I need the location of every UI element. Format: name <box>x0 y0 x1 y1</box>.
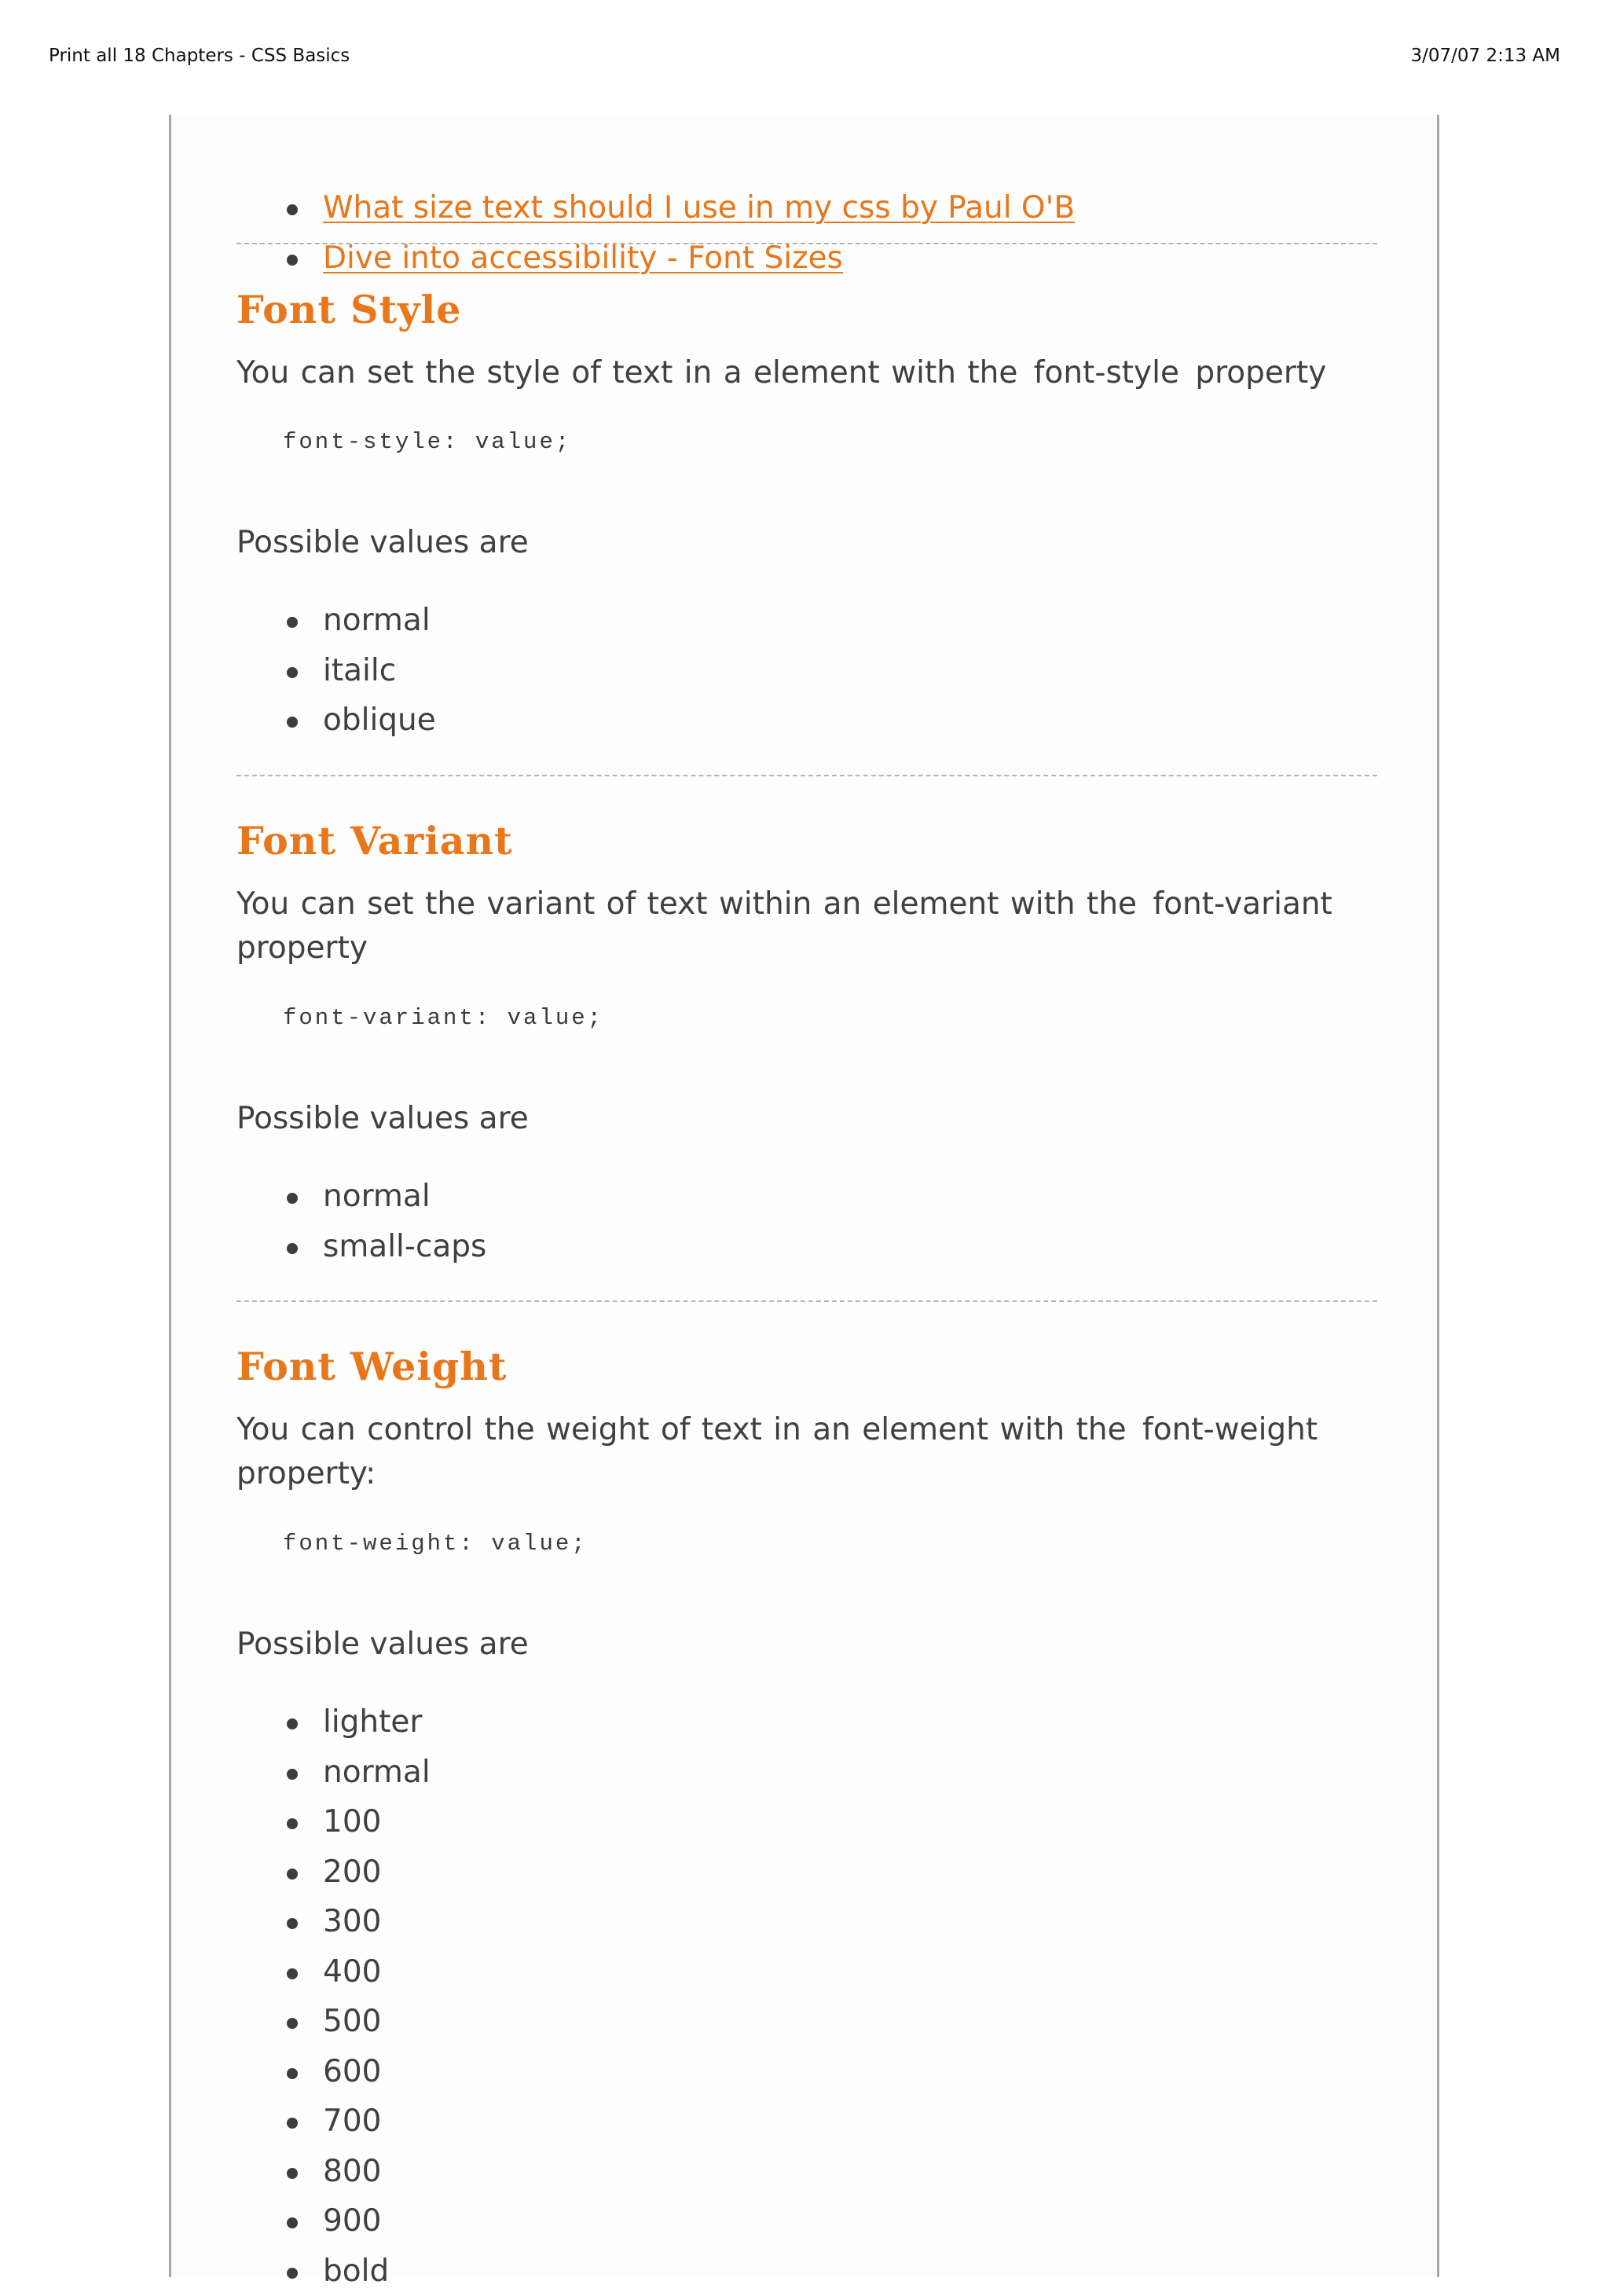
list-item: 300 <box>323 1897 1464 1947</box>
list-item: bold <box>323 2246 1464 2296</box>
print-title: Print all 18 Chapters - CSS Basics <box>49 46 350 66</box>
list-item: normal <box>323 596 1464 646</box>
inline-code: font-weight <box>1142 1412 1318 1447</box>
list-item: 100 <box>323 1797 1464 1847</box>
list-item: 700 <box>323 2096 1464 2147</box>
list-item: 400 <box>323 1947 1464 1997</box>
font-weight-values <box>236 1697 1464 2296</box>
font-style-code: font-style: value; <box>236 427 1424 458</box>
section-divider <box>236 243 1377 244</box>
section-divider <box>236 775 1377 776</box>
font-variant-values <box>236 1172 1464 1271</box>
list-item: lighter <box>323 1697 1464 1748</box>
font-variant-possible-label: Possible values are <box>236 1097 1377 1141</box>
font-weight-possible-label: Possible values are <box>236 1623 1377 1667</box>
desc-text: You can set the variant of text within an element with the <box>236 886 1137 922</box>
font-variant-code: font-variant: value; <box>236 1003 1424 1034</box>
list-item: normal <box>323 1748 1464 1798</box>
list-item: 800 <box>323 2147 1464 2197</box>
list-item: small-caps <box>323 1222 1464 1272</box>
section-divider <box>236 1300 1377 1302</box>
font-variant-description <box>236 882 1360 970</box>
list-item: itailc <box>323 646 1464 696</box>
desc-text: You can control the weight of text in an element with the <box>236 1412 1127 1447</box>
print-header <box>49 46 1560 69</box>
list-item: 500 <box>323 1997 1464 2047</box>
font-style-values <box>236 596 1464 746</box>
page-frame <box>169 115 1439 2277</box>
section-title-font-variant: Font Variant <box>236 817 1377 864</box>
inline-code: font-variant <box>1153 886 1332 922</box>
desc-text: property: <box>236 1456 376 1491</box>
list-item: 600 <box>323 2047 1464 2097</box>
font-weight-code: font-weight: value; <box>236 1528 1424 1560</box>
inline-code: font-style <box>1034 355 1179 391</box>
list-item <box>323 233 1377 284</box>
link-dive-into-accessibility[interactable]: Dive into accessibility - Font Sizes <box>323 240 843 276</box>
list-item: 900 <box>323 2196 1464 2246</box>
section-title-font-style: Font Style <box>236 286 1377 333</box>
font-style-description <box>236 351 1377 395</box>
link-paul-ob[interactable]: What size text should I use in my css by Paul O'B <box>323 190 1075 226</box>
list-item: 200 <box>323 1847 1464 1898</box>
section-title-font-weight: Font Weight <box>236 1343 1377 1390</box>
desc-text: property <box>1195 355 1326 391</box>
desc-text: You can set the style of text in a element with the <box>236 355 1017 391</box>
desc-text: property <box>236 930 368 966</box>
list-item: normal <box>323 1172 1464 1222</box>
list-item <box>323 183 1377 233</box>
print-datetime: 3/07/07 2:13 AM <box>1410 46 1560 66</box>
font-style-possible-label: Possible values are <box>236 521 1377 565</box>
list-item: oblique <box>323 695 1464 746</box>
font-weight-description <box>236 1408 1360 1496</box>
